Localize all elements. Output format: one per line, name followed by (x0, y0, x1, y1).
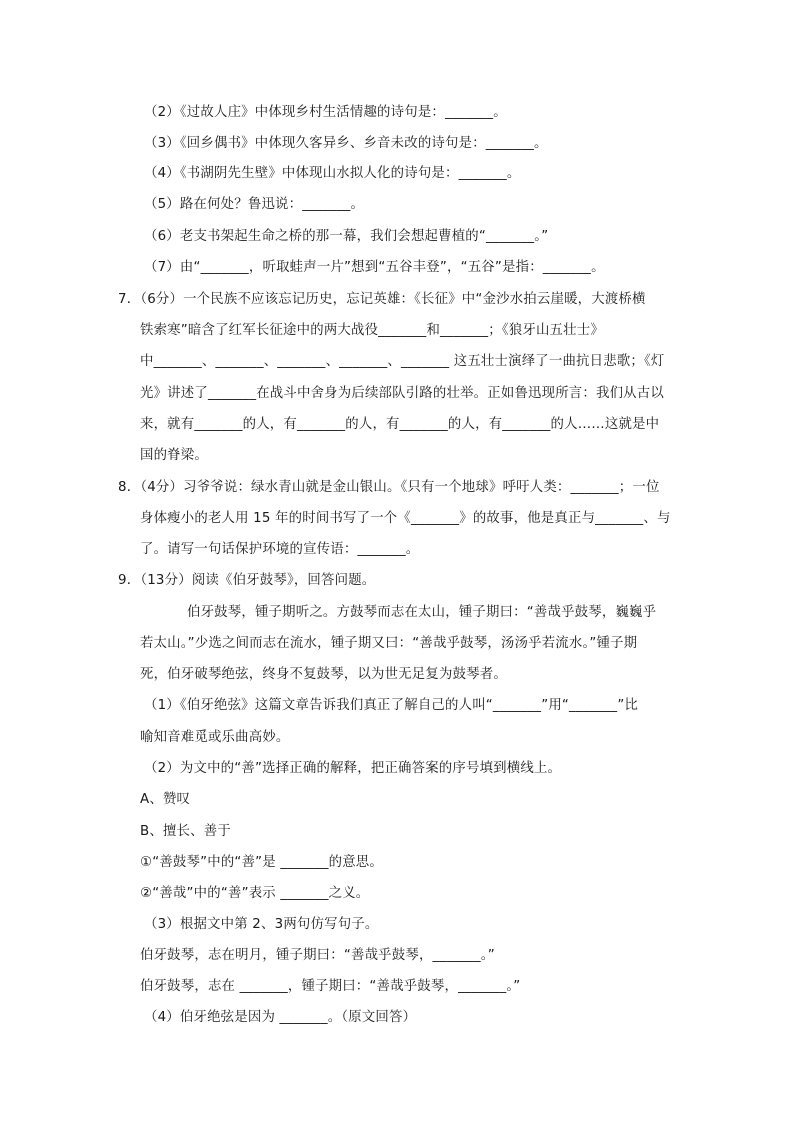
question-7-line-1: 7．（6分）一个民族不应该忘记历史，忘记英雄：《长征》中“金沙水拍云崖暖，大渡桥横 (118, 292, 646, 307)
question-6-part-5: （5）路在何处？鲁迅说：_______。 (144, 197, 365, 212)
question-6-part-2: （2）《过故人庄》中体现乡村生活情趣的诗句是：_______。 (144, 105, 507, 120)
question-9-part-3: （3）根据文中第 2、3两句仿写句子。 (144, 917, 379, 932)
option-b: B、擅长、善于 (140, 824, 231, 839)
question-9-part-1-cont: 喻知音难觅或乐曲高妙。 (140, 730, 290, 745)
subquestion-2: ②“善哉”中的“善”表示 _______之义。 (140, 886, 370, 901)
passage-line-3: 死，伯牙破琴绝弦，终身不复鼓琴，以为世无足复为鼓琴者。 (140, 667, 507, 682)
question-7-line-4: 光》讲述了_______在战斗中舍身为后续部队引路的壮举。正如鲁迅现所言：我们从古以 (140, 386, 664, 401)
question-6-part-6: （6）老支书架起生命之桥的那一幕，我们会想起曹植的“_______。” (144, 229, 549, 244)
imitation-line-2: 伯牙鼓琴，志在 _______，锺子期曰：“善哉乎鼓琴，_______。” (140, 979, 521, 994)
question-7-line-6: 国的脊梁。 (140, 448, 208, 463)
question-8-line-2: 身体瘦小的老人用 15 年的时间书写了一个《_______》的故事，他是真正与_______、与 (140, 511, 671, 526)
question-9-part-2: （2）为文中的“善”选择正确的解释，把正确答案的序号填到横线上。 (144, 761, 562, 776)
question-9-part-1: （1）《伯牙绝弦》这篇文章告诉我们真正了解自己的人叫“_______”用“_______”比 (144, 698, 639, 713)
question-9-part-4: （4）伯牙绝弦是因为 _______。（原文回答） (144, 1010, 417, 1025)
question-8-line-1: 8．（4分）习爷爷说：绿水青山就是金山银山。《只有一个地球》呼吁人类：_______；一位 (118, 480, 660, 495)
question-7-line-2: 铁索寒”暗含了红军长征途中的两大战役_______和_______；《狼牙山五壮士》 (140, 323, 604, 338)
question-9-title: 9．（13分）阅读《伯牙鼓琴》，回答问题。 (118, 573, 376, 588)
passage-line-2: 若太山。”少选之间而志在流水，锺子期又曰：“善哉乎鼓琴，汤汤乎若流水。”锺子期 (140, 636, 638, 651)
option-a: A、赞叹 (140, 792, 191, 807)
passage-line-1: 伯牙鼓琴，锺子期听之。方鼓琴而志在太山，锺子期曰：“善哉乎鼓琴，巍巍乎 (187, 605, 657, 620)
question-6-part-3: （3）《回乡偶书》中体现久客异乡、乡音未改的诗句是：_______。 (144, 136, 548, 151)
question-8-line-3: 了。请写一句话保护环境的宣传语：_______。 (140, 542, 420, 557)
subquestion-1: ①“善鼓琴”中的“善”是 _______的意思。 (140, 855, 383, 870)
question-7-line-3: 中_______、_______、_______、_______、_______ 这五壮士演绎了一曲抗日悲歌；《灯 (140, 354, 665, 369)
imitation-line-1: 伯牙鼓琴，志在明月，锺子期曰：“善哉乎鼓琴，_______。” (140, 948, 495, 963)
question-6-part-4: （4）《书湖阴先生壁》中体现山水拟人化的诗句是：_______。 (144, 166, 521, 181)
question-7-line-5: 来，就有_______的人，有_______的人，有_______的人，有_______的人……这就是中 (140, 417, 660, 432)
question-6-part-7: （7）由“_______，听取蛙声一片”想到“五谷丰登”，“五谷”是指：_______。 (144, 260, 605, 275)
